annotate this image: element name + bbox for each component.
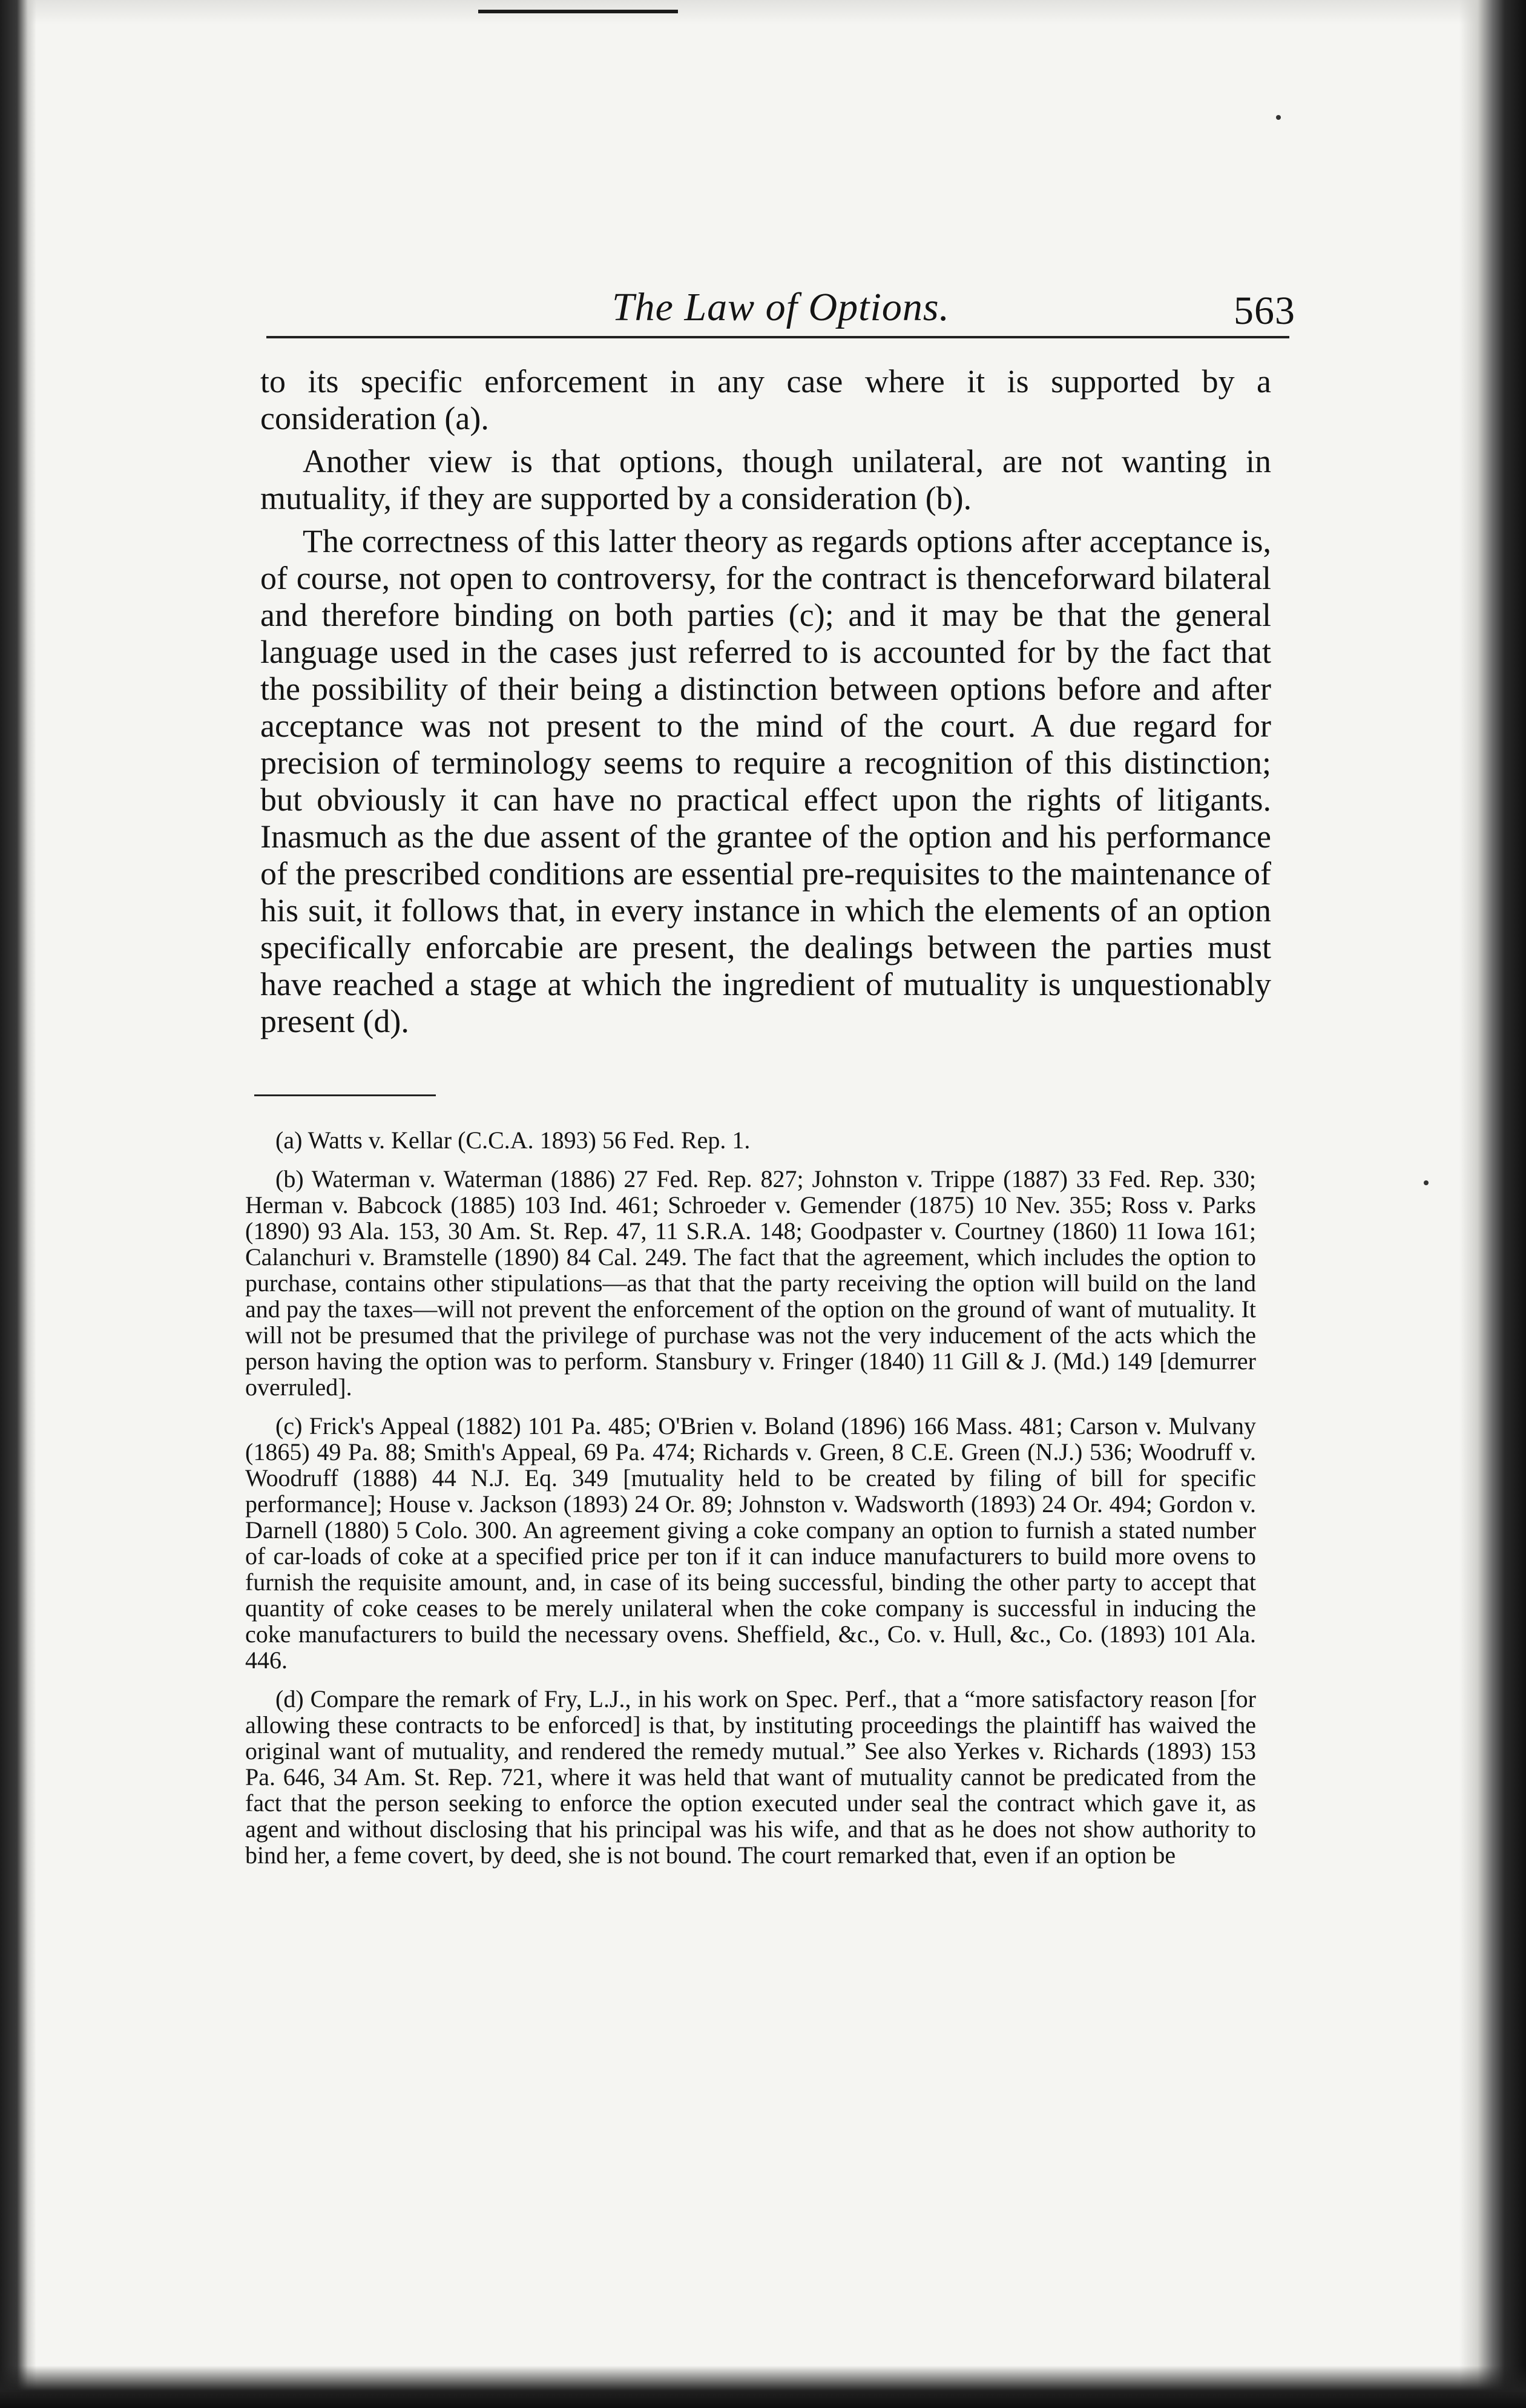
running-title: The Law of Options. — [611, 285, 950, 329]
body-paragraph: The correctness of this latter theory as regards options after acceptance is, of course, not open to controversy, for the contract is thenceforward bilateral and therefore binding on both parties (c); and it may be that the general language used in the cases just referred to is accounted for by the fact that the possibility of their being a distinction between options before and after acceptance was not present to the mind of the court. A due regard for precision of terminology seems to require a recognition of this distinction; but obviously it can have no practical effect upon the rights of litigants. Inasmuch as the due assent of the grantee of the option and his performance of the prescribed conditions are essential pre-requisites to the maintenance of his suit, it follows that, in every instance in which the elements of an option specifically enforcabie are present, the dealings between the parties must have reached a stage at which the ingredient of mutuality is unquestionably present (d). — [260, 523, 1271, 1039]
scan-edge-left — [0, 0, 36, 2408]
footnote-rule — [254, 1094, 436, 1096]
footnotes — [245, 1127, 1256, 1881]
footnote-d: (d) Compare the remark of Fry, L.J., in his work on Spec. Perf., that a “more satisfactory reason [for allowing these contracts to be enforced] is that, by instituting proceedings the plaintiff has waived the original want of mutuality, and rendered the remedy mutual.” See also Yerkes v. Richards (1893) 153 Pa. 646, 34 Am. St. Rep. 721, where it was held that want of mutuality cannot be predicated from the fact that the person seeking to enforce the option executed under seal the contract which gave it, as agent and without disclosing that his principal was his wife, and that as he does not show authority to bind her, a feme covert, by deed, she is not bound. The court remarked that, even if an option be — [245, 1685, 1256, 1869]
running-head — [266, 285, 1295, 339]
body-paragraph: to its specific enforcement in any case where it is supported by a consideration (a). — [260, 363, 1271, 436]
footnote-b: (b) Waterman v. Waterman (1886) 27 Fed. Rep. 827; Johnston v. Trippe (1887) 33 Fed. Rep. 330; Herman v. Babcock (1885) 103 Ind. 461; Schroeder v. Gemender (1875) 10 Nev. 355; Ross v. Parks (1890) 93 Ala. 153, 30 Am. St. Rep. 47, 11 S.R.A. 148; Goodpaster v. Courtney (1860) 11 Iowa 161; Calanchuri v. Bramstelle (1890) 84 Cal. 249. The fact that the agreement, which includes the option to purchase, contains other stipulations—as that that the party receiving the option will build on the land and pay the taxes—will not prevent the enforcement of the option on the ground of want of mutuality. It will not be presumed that the privilege of purchase was not the very inducement of the acts which the person having the option was to perform. Stansbury v. Fringer (1840) 11 Gill & J. (Md.) 149 [demurrer overruled]. — [245, 1165, 1256, 1401]
body-paragraph: Another view is that options, though unilateral, are not wanting in mutuality, if they are supported by a consideration (b). — [260, 443, 1271, 516]
scan-speck — [1276, 115, 1281, 120]
scan-edge-right — [1459, 0, 1526, 2408]
header-rule — [266, 336, 1289, 338]
body-text — [260, 363, 1271, 1046]
scan-edge-bottom — [0, 2366, 1526, 2408]
page-number: 563 — [1234, 289, 1295, 333]
footnote-c: (c) Frick's Appeal (1882) 101 Pa. 485; O'Brien v. Boland (1896) 166 Mass. 481; Carson v. Mulvany (1865) 49 Pa. 88; Smith's Appeal, 69 Pa. 474; Richards v. Green, 8 C.E. Green (N.J.) 536; Woodruff v. Woodruff (1888) 44 N.J. Eq. 349 [mutuality held to be created by filing of bill for specific performance]; House v. Jackson (1893) 24 Or. 89; Johnston v. Wadsworth (1893) 24 Or. 494; Gordon v. Darnell (1880) 5 Colo. 300. An agreement giving a coke company an option to furnish a stated number of car-loads of coke at a specified price per ton if it can induce manufacturers to build more ovens to furnish the requisite amount, and, in case of its being successful, binding the other party to accept that quantity of coke ceases to be merely unilateral when the coke company is successful in inducing the coke manufacturers to build the necessary ovens. Sheffield, &c., Co. v. Hull, &c., Co. (1893) 101 Ala. 446. — [245, 1412, 1256, 1674]
footnote-a: (a) Watts v. Kellar (C.C.A. 1893) 56 Fed. Rep. 1. — [275, 1127, 751, 1154]
scan-edge-top — [0, 0, 1526, 24]
scan-speck — [1424, 1180, 1429, 1185]
scan-artifact-top — [478, 10, 678, 13]
